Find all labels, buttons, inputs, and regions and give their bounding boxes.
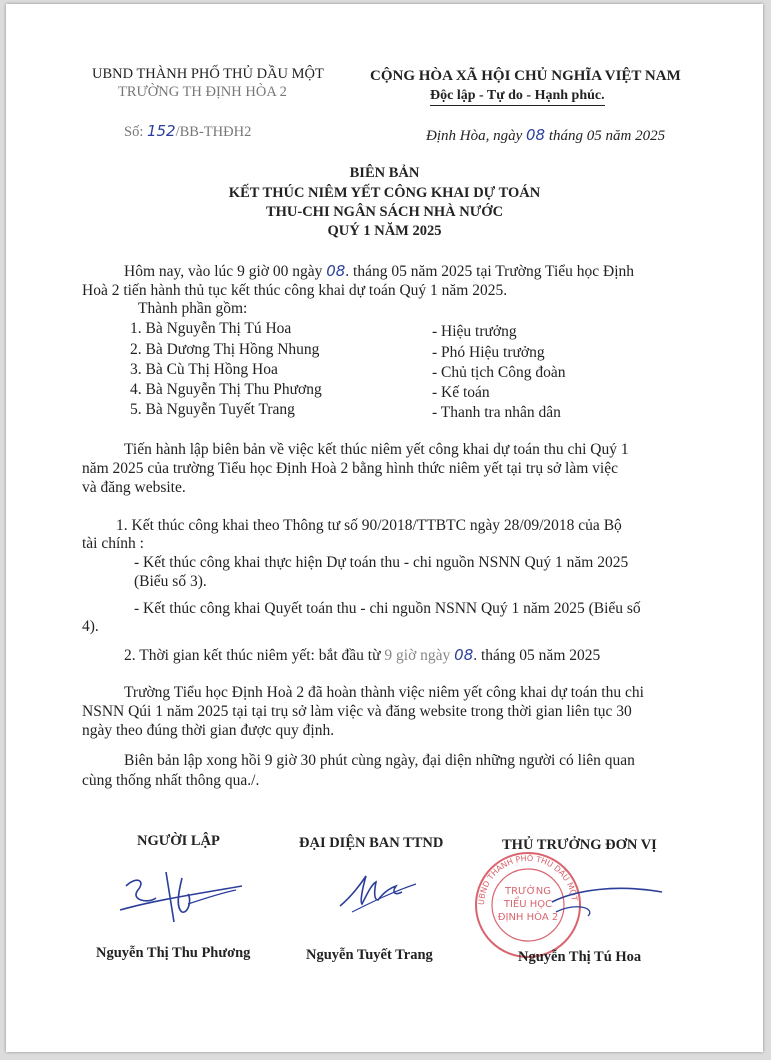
- para3-line-2: NSNN Qúi 1 năm 2025 tại tại trụ sở làm việc và đăng website trong thời gian liên tục 30: [82, 703, 632, 720]
- item1-line-1: 1. Kết thúc công khai theo Thông tư số 90/2018/TTBTC ngày 28/09/2018 của Bộ: [116, 517, 622, 534]
- date-rest: tháng 05 năm 2025: [545, 128, 666, 144]
- stamp-center-1: TRƯỜNG: [505, 886, 551, 897]
- para2-line-2: năm 2025 của trường Tiểu học Định Hoà 2 bằng hình thức niêm yết tại trụ sở làm việc: [82, 460, 618, 477]
- signature-head-image: [546, 872, 666, 932]
- item1b-line-1: - Kết thúc công khai Quyết toán thu - chi nguồn NSNN Quý 1 năm 2025 (Biểu số: [134, 600, 641, 617]
- item1a-line-1: - Kết thúc công khai thực hiện Dự toán thu - chi nguồn NSNN Quý 1 năm 2025: [134, 554, 629, 571]
- signature-title-head: THỦ TRƯỞNG ĐƠN VỊ: [502, 837, 657, 853]
- item2-time: 9 giờ ngày: [384, 647, 455, 664]
- doc-no-prefix: Số:: [124, 124, 147, 140]
- document-page: [6, 4, 763, 1052]
- signature-title-ttnd: ĐẠI DIỆN BAN TTND: [299, 835, 444, 851]
- intro-line-2: Hoà 2 tiến hành thủ tục kết thúc công khai dự toán Quý 1 năm 2025.: [82, 282, 508, 299]
- item1a-line-2: (Biểu số 3).: [134, 573, 207, 590]
- title-line-1: BIÊN BẢN: [349, 165, 420, 181]
- doc-no-handwritten: 152: [146, 122, 176, 140]
- signature-name-preparer: Nguyễn Thị Thu Phương: [96, 945, 251, 961]
- org-line-2: TRƯỜNG TH ĐỊNH HÒA 2: [118, 84, 287, 100]
- signature-name-ttnd: Nguyễn Tuyết Trang: [306, 947, 433, 963]
- member-role-4: - Kế toán: [432, 384, 490, 401]
- item1b-line-2: 4).: [82, 618, 99, 635]
- signature-ttnd-image: [332, 862, 422, 922]
- doc-no-suffix: /BB-THĐH2: [175, 124, 252, 140]
- member-name-3: 3. Bà Cù Thị Hồng Hoa: [130, 361, 278, 378]
- item2-day-handwritten: 08: [454, 646, 474, 664]
- nation-line-2: Độc lập - Tự do - Hạnh phúc.: [430, 88, 605, 106]
- date-day-handwritten: 08: [526, 126, 546, 144]
- member-name-4: 4. Bà Nguyễn Thị Thu Phương: [130, 381, 322, 398]
- member-role-5: - Thanh tra nhân dân: [432, 404, 561, 421]
- item2-line: [124, 646, 600, 665]
- intro-day-handwritten: 08: [326, 262, 346, 280]
- title-line-3: THU-CHI NGÂN SÁCH NHÀ NƯỚC: [265, 204, 504, 220]
- intro-text-a: Hôm nay, vào lúc 9 giờ 00 ngày: [124, 263, 327, 280]
- member-name-2: 2. Bà Dương Thị Hồng Nhung: [130, 341, 320, 358]
- item2-text-a: 2. Thời gian kết thúc niêm yết: bắt đầu từ: [124, 647, 385, 664]
- document-date: [426, 126, 665, 145]
- intro-line-1: [124, 262, 634, 281]
- para2-line-3: và đăng website.: [82, 479, 186, 496]
- signature-name-head: Nguyễn Thị Tú Hoa: [518, 949, 642, 965]
- member-role-1: - Hiệu trưởng: [432, 323, 517, 340]
- document-number: [124, 122, 251, 141]
- intro-text-b: . tháng 05 năm 2025 tại Trường Tiểu học Định: [345, 263, 635, 280]
- para3-line-3: ngày theo đúng thời gian được quy định.: [82, 722, 335, 739]
- member-role-2: - Phó Hiệu trưởng: [432, 344, 545, 361]
- item2-text-b: . tháng 05 năm 2025: [473, 647, 601, 664]
- org-line-1: UBND THÀNH PHỐ THỦ DẦU MỘT: [92, 66, 324, 82]
- nation-line-1: CỘNG HÒA XÃ HỘI CHỦ NGHĨA VIỆT NAM: [370, 68, 681, 84]
- para4-line-2: cùng thống nhất thông qua./.: [82, 772, 260, 789]
- member-role-3: - Chủ tịch Công đoàn: [432, 364, 566, 381]
- stamp-center-3: ĐỊNH HÒA 2: [497, 912, 559, 923]
- signature-preparer-image: [116, 864, 246, 934]
- item1-line-2: tài chính :: [82, 535, 144, 552]
- para2-line-1: Tiến hành lập biên bản về việc kết thúc niêm yết công khai dự toán thu chi Quý 1: [124, 441, 629, 458]
- title-line-4: QUÝ 1 NĂM 2025: [327, 223, 442, 239]
- title-line-2: KẾT THÚC NIÊM YẾT CÔNG KHAI DỰ TOÁN: [228, 185, 541, 201]
- member-name-5: 5. Bà Nguyễn Tuyết Trang: [130, 401, 295, 418]
- members-heading: Thành phần gồm:: [138, 300, 248, 317]
- signature-title-preparer: NGƯỜI LẬP: [137, 833, 220, 849]
- member-name-1: 1. Bà Nguyễn Thị Tú Hoa: [130, 320, 292, 337]
- stamp-center-2: TIỂU HỌC: [503, 899, 553, 910]
- para3-line-1: Trường Tiểu học Định Hoà 2 đã hoàn thành việc niêm yết công khai dự toán thu chi: [124, 684, 644, 701]
- stamp-ring-text: UBND THÀNH PHỐ THỦ DẦU MỘT: [476, 853, 579, 906]
- date-prefix: Định Hòa, ngày: [426, 128, 526, 144]
- para4-line-1: Biên bản lập xong hồi 9 giờ 30 phút cùng ngày, đại diện những người có liên quan: [124, 752, 635, 769]
